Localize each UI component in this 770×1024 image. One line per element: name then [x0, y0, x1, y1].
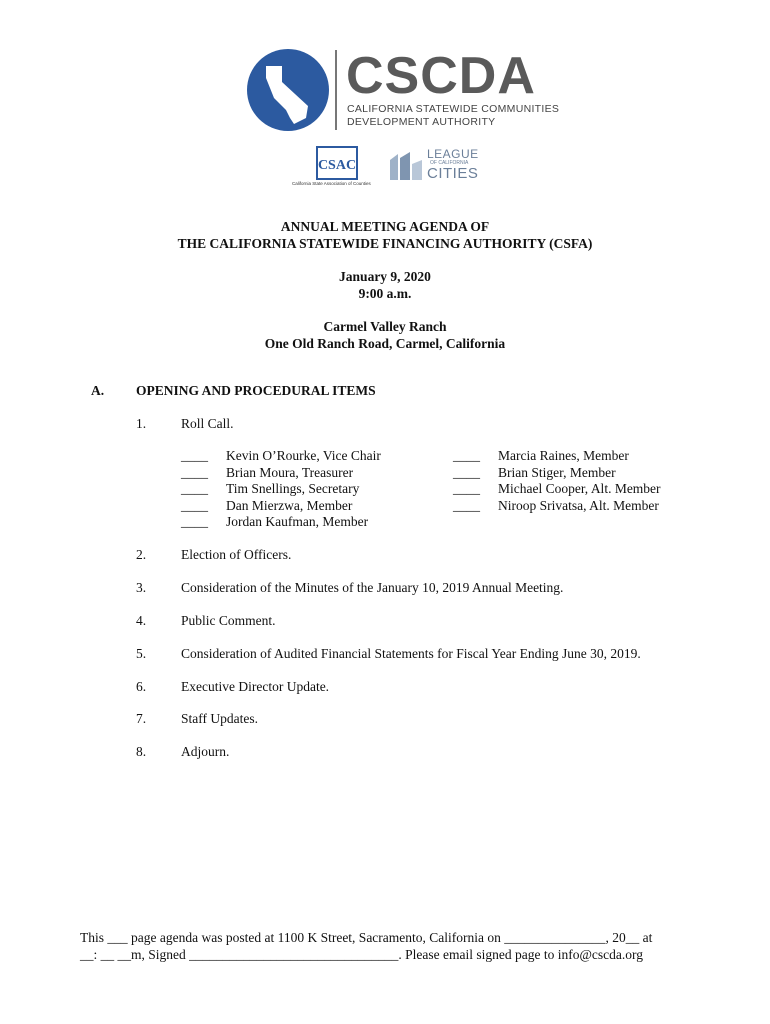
roll-call-row	[453, 481, 661, 498]
section-title: OPENING AND PROCEDURAL ITEMS	[136, 383, 376, 398]
member-name: Marcia Raines, Member	[498, 448, 629, 463]
roll-call-row	[453, 448, 661, 465]
agenda-title-line2: THE CALIFORNIA STATEWIDE FINANCING AUTHORITY (CSFA)	[177, 236, 593, 251]
csac-logo	[316, 146, 358, 180]
item-number: 7.	[136, 711, 147, 726]
roll-blank: ____	[181, 497, 208, 513]
agenda-title-line1: ANNUAL MEETING AGENDA OF	[280, 219, 490, 234]
roll-call-row	[181, 481, 381, 498]
item-number: 4.	[136, 613, 147, 628]
item-text: Consideration of Audited Financial Statements for Fiscal Year Ending June 30, 2019.	[181, 646, 641, 661]
roll-call-right-column	[453, 448, 661, 514]
meeting-time: 9:00 a.m.	[358, 286, 412, 301]
roll-blank: ____	[453, 464, 480, 480]
roll-call-row	[181, 465, 381, 482]
member-name: Kevin O’Rourke, Vice Chair	[226, 448, 381, 463]
roll-blank: ____	[453, 448, 480, 463]
member-name: Brian Moura, Treasurer	[226, 464, 354, 480]
csac-caption: California State Association of Counties	[292, 181, 371, 186]
league-line3: CITIES	[427, 165, 479, 182]
logo-wordmark: CSCDA	[346, 47, 536, 105]
logo-subtitle-line2: DEVELOPMENT AUTHORITY	[347, 116, 496, 128]
item-text: Executive Director Update.	[181, 679, 330, 694]
item-text: Public Comment.	[181, 613, 276, 628]
roll-blank: ____	[453, 481, 480, 497]
posting-notice-line1: This ___ page agenda was posted at 1100 K Street, Sacramento, California on _______________, 20__ at	[80, 930, 653, 945]
league-line2: OF CALIFORNIA	[430, 160, 469, 166]
meeting-venue: Carmel Valley Ranch	[323, 319, 447, 334]
member-name: Niroop Srivatsa, Alt. Member	[498, 497, 659, 513]
roll-call-row	[181, 514, 381, 531]
member-name: Dan Mierzwa, Member	[226, 497, 353, 513]
item-number: 6.	[136, 679, 147, 694]
item-text: Consideration of the Minutes of the January 10, 2019 Annual Meeting.	[181, 580, 564, 595]
roll-call-row	[181, 498, 381, 515]
item-number: 1.	[136, 416, 147, 431]
posting-notice-line2: __: __ __m, Signed _______________________________. Please email signed page to info@cscda.org	[80, 947, 643, 962]
item-number: 3.	[136, 580, 147, 595]
item-number: 2.	[136, 547, 147, 562]
roll-blank: ____	[453, 497, 480, 513]
item-text: Election of Officers.	[181, 547, 292, 562]
meeting-address: One Old Ranch Road, Carmel, California	[264, 336, 506, 351]
member-name: Brian Stiger, Member	[498, 464, 616, 480]
roll-blank: ____	[181, 464, 208, 480]
item-text: Staff Updates.	[181, 711, 258, 726]
member-name: Michael Cooper, Alt. Member	[498, 481, 661, 497]
meeting-date: January 9, 2020	[339, 269, 431, 284]
roll-blank: ____	[181, 448, 208, 463]
roll-call-left-column	[181, 448, 381, 531]
item-number: 8.	[136, 744, 147, 759]
roll-blank: ____	[181, 514, 208, 530]
member-name: Jordan Kaufman, Member	[226, 514, 369, 530]
svg-text:CSAC: CSAC	[317, 158, 357, 173]
item-text: Adjourn.	[181, 744, 230, 759]
league-line1: LEAGUE	[427, 147, 479, 161]
logo-subtitle-line1: CALIFORNIA STATEWIDE COMMUNITIES	[347, 103, 560, 115]
section-letter: A.	[91, 383, 105, 398]
item-text: Roll Call.	[181, 416, 234, 431]
member-name: Tim Snellings, Secretary	[226, 481, 360, 497]
logo-divider	[335, 50, 337, 130]
item-number: 5.	[136, 646, 147, 661]
roll-call-row	[453, 465, 661, 482]
roll-blank: ____	[181, 481, 208, 497]
roll-call-row	[181, 448, 381, 465]
league-logo-mark	[388, 150, 424, 182]
roll-call-row	[453, 498, 661, 515]
